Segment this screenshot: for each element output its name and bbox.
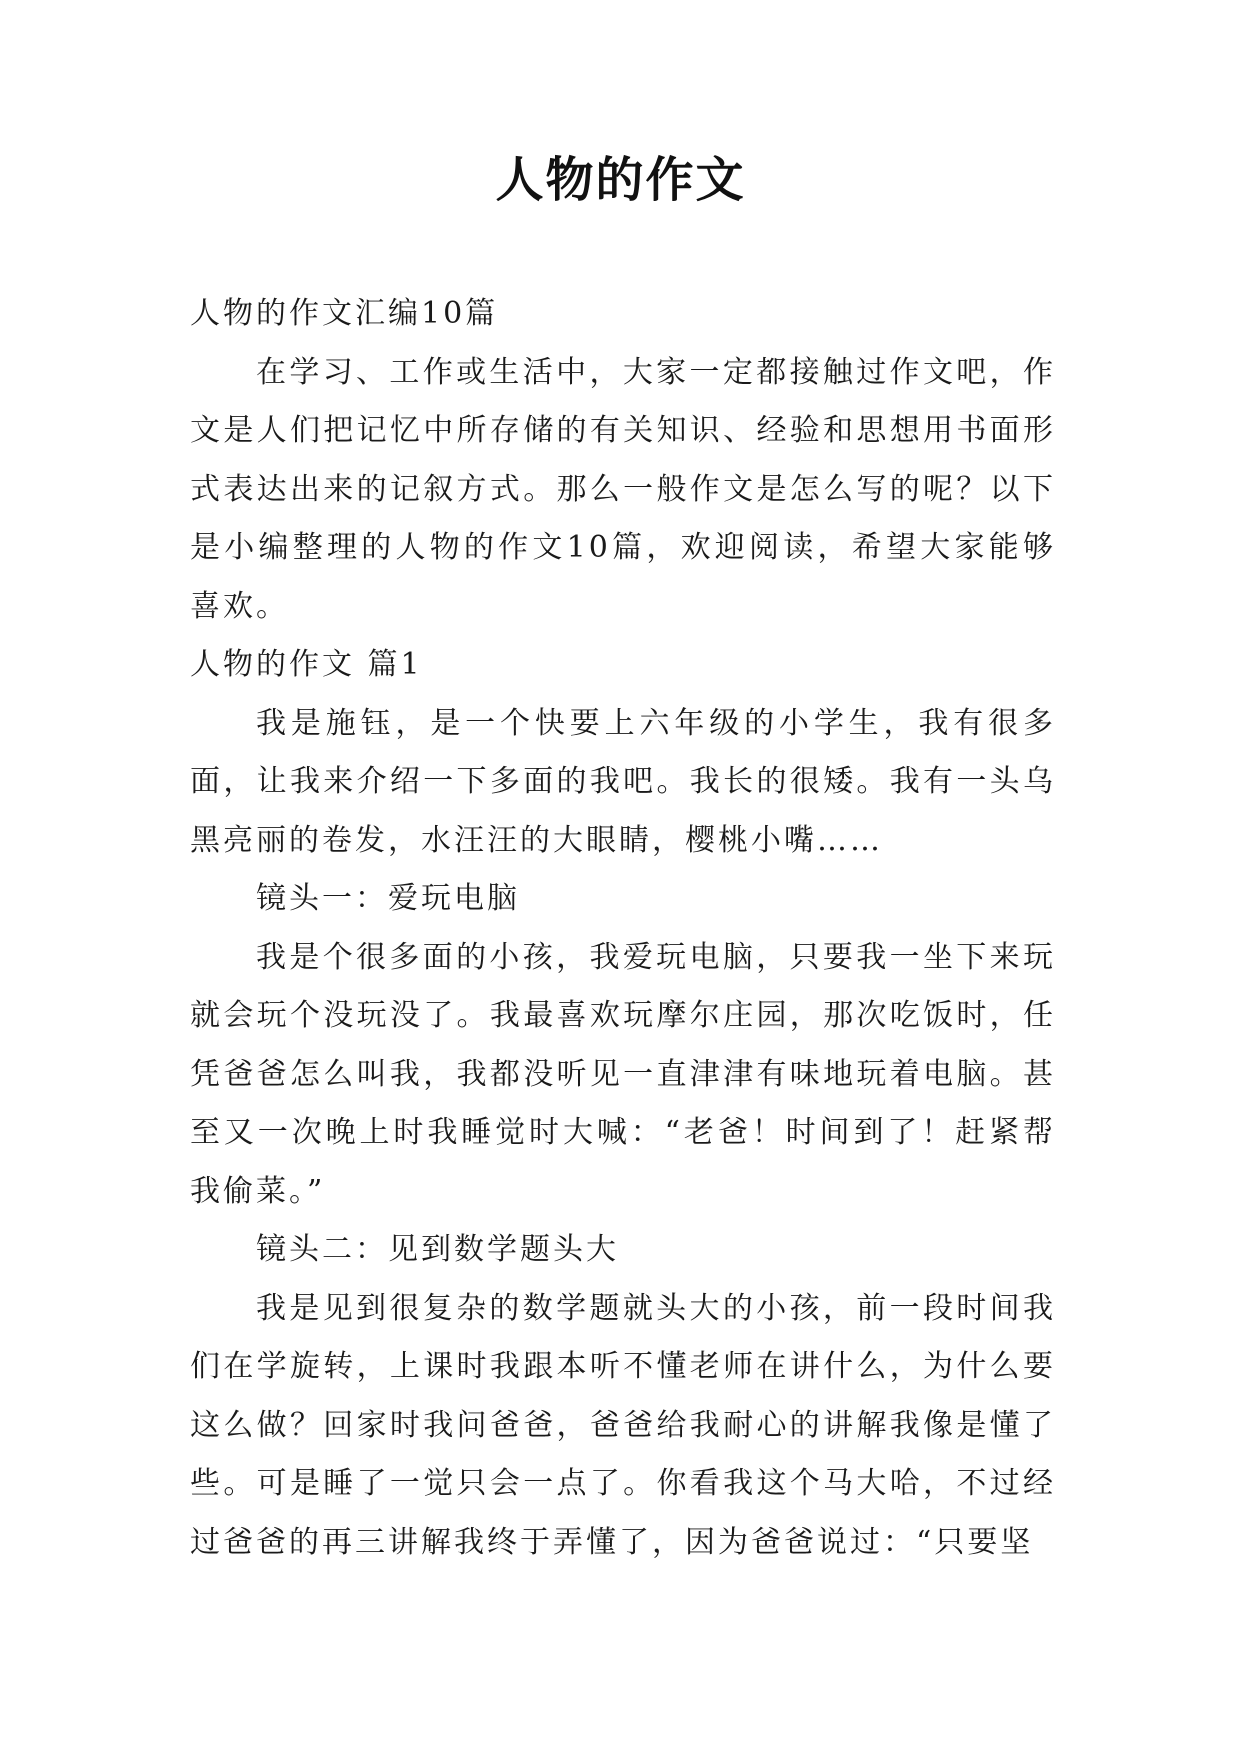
body-paragraph: 我是施钰，是一个快要上六年级的小学生，我有很多面，让我来介绍一下多面的我吧。我长的很矮。我有一头乌黑亮丽的卷发，水汪汪的大眼睛，樱桃小嘴…… [190, 705, 1056, 858]
collection-heading: 人物的作文汇编10篇 [190, 296, 499, 331]
intro-paragraph: 在学习、工作或生活中，大家一定都接触过作文吧，作文是人们把记忆中所存储的有关知识、经验和思想用书面形式表达出来的记叙方式。那么一般作文是怎么写的呢？以下是小编整理的人物的作文10篇，欢迎阅读，希望大家能够喜欢。 [190, 354, 1056, 624]
body-paragraph: 我是个很多面的小孩，我爱玩电脑，只要我一坐下来玩就会玩个没玩没了。我最喜欢玩摩尔庄园，那次吃饭时，任凭爸爸怎么叫我，我都没听见一直津津有味地玩着电脑。甚至又一次晚上时我睡觉时大喊：“老爸！时间到了！赶紧帮我偷菜。” [190, 939, 1056, 1209]
scene-heading-2: 镜头二：见到数学题头大 [256, 1232, 619, 1267]
section-heading-1: 人物的作文 篇1 [190, 647, 423, 682]
body-paragraph: 我是见到很复杂的数学题就头大的小孩，前一段时间我们在学旋转，上课时我跟本听不懂老师在讲什么，为什么要这么做？回家时我问爸爸，爸爸给我耐心的讲解我像是懂了些。可是睡了一觉只会一点了。你看我这个马大哈，不过经过爸爸的再三讲解我终于弄懂了，因为爸爸说过：“只要坚 [190, 1290, 1056, 1560]
page-title: 人物的作文 [495, 152, 746, 208]
document-body [190, 285, 1056, 1572]
scene-heading-1: 镜头一：爱玩电脑 [256, 881, 520, 916]
